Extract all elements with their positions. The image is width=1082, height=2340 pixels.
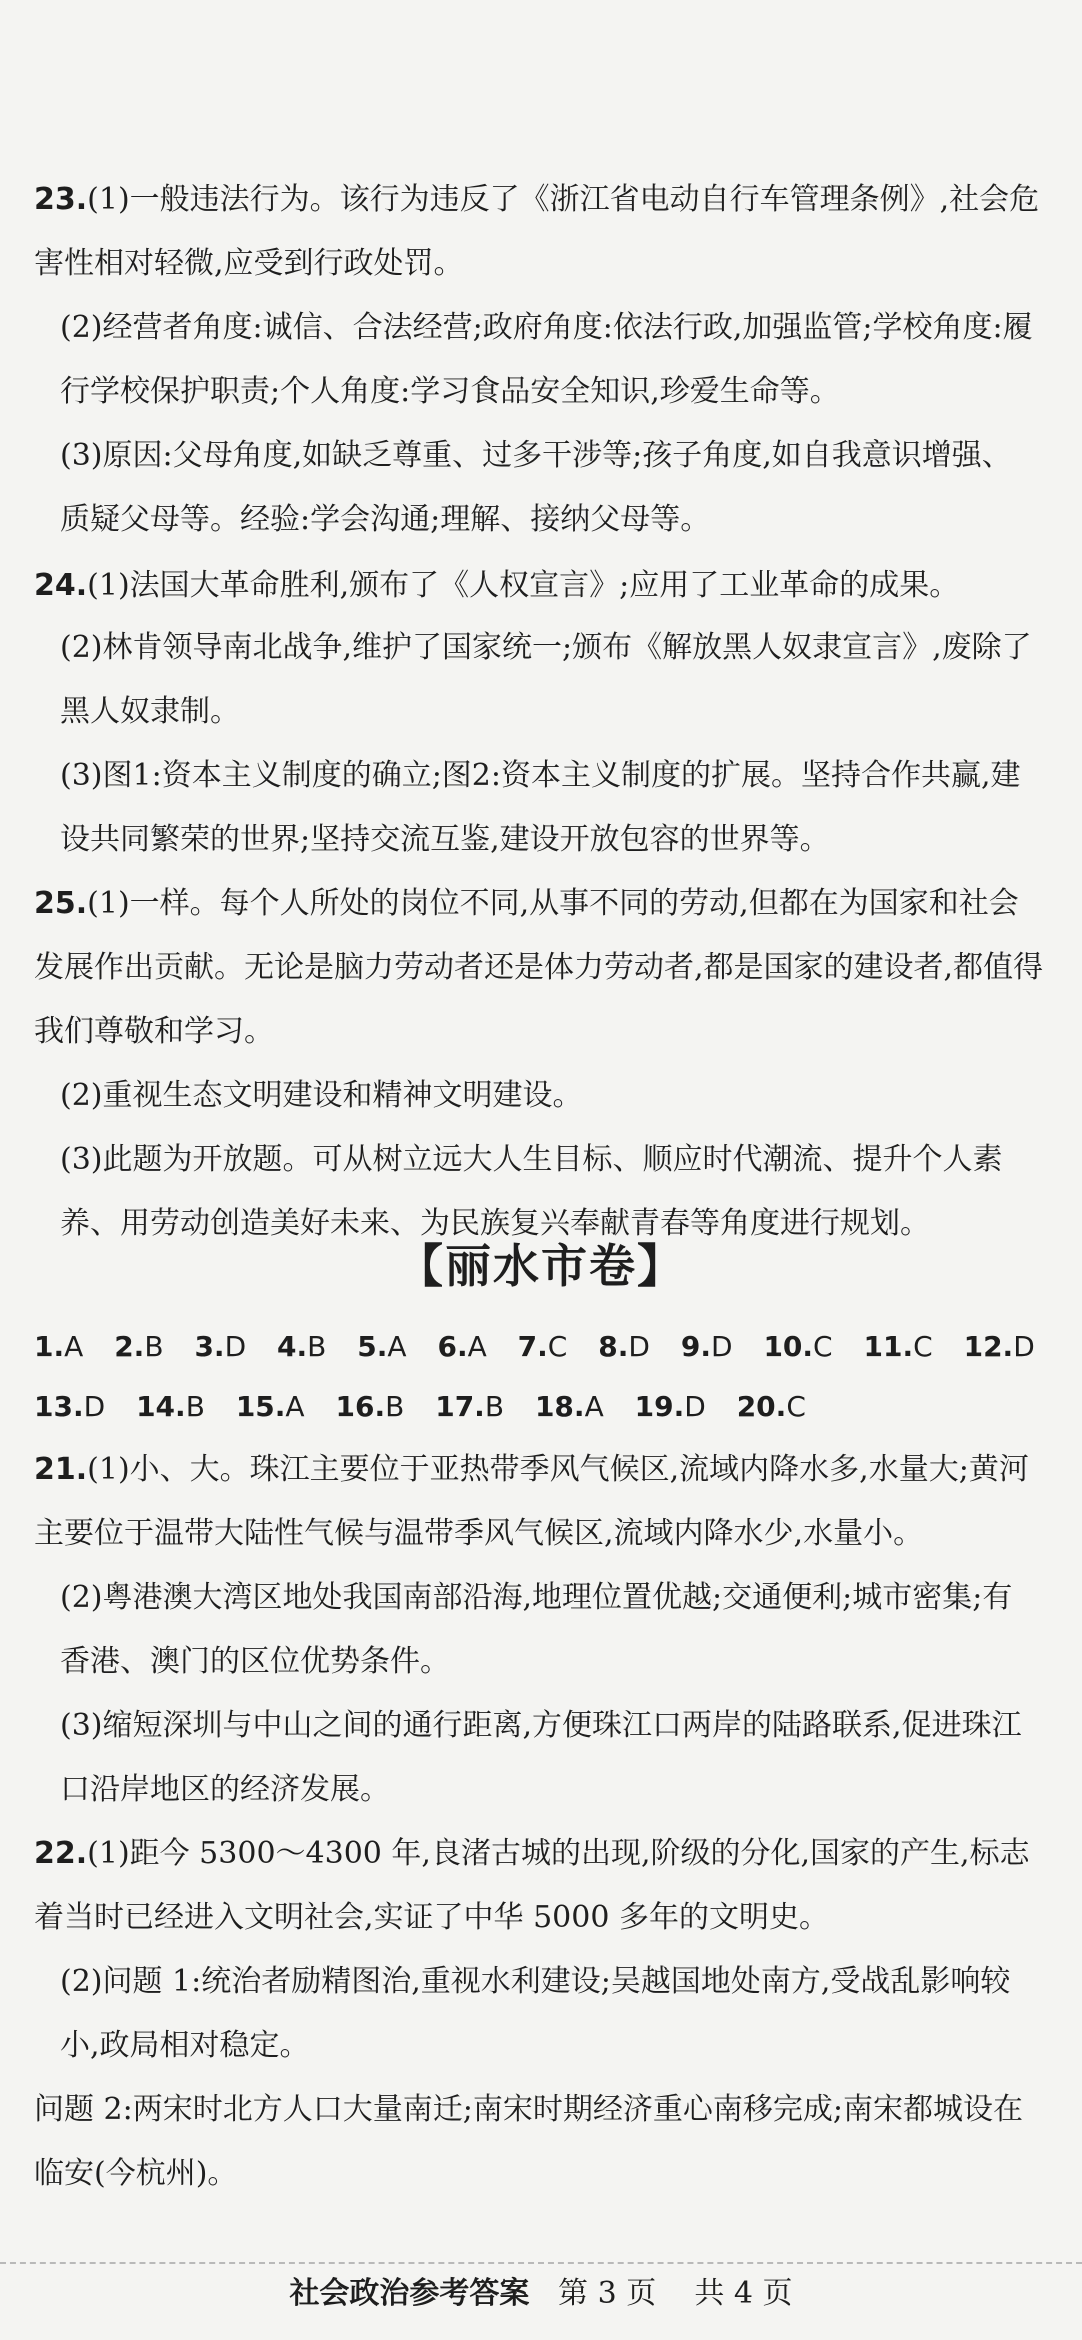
section-title: 【丽水市卷】	[397, 1239, 685, 1293]
q24-part2: (2)林肯领导南北战争,维护了国家统一;颁布《解放黑人奴隶宣言》,废除了黑人奴隶制。	[60, 630, 1032, 729]
mc-answer: 8.D	[598, 1330, 650, 1363]
q25-part2: (2)重视生态文明建设和精神文明建设。	[60, 1078, 583, 1113]
q25-number: 25.	[34, 886, 88, 921]
footer-total-pages: 共 4 页	[694, 2276, 793, 2311]
q22-number: 22.	[34, 1836, 88, 1871]
q21-part2: (2)粤港澳大湾区地处我国南部沿海,地理位置优越;交通便利;城市密集;有香港、澳门的区位优势条件。	[60, 1580, 1013, 1679]
mc-answer: 13.D	[34, 1390, 106, 1423]
mc-answer: 17.B	[435, 1390, 505, 1423]
mc-answer: 14.B	[136, 1390, 205, 1423]
q24-part1	[34, 554, 1044, 618]
mc-row-2	[34, 1390, 828, 1423]
mc-answer: 12.D	[963, 1330, 1035, 1363]
q24-number: 24.	[34, 568, 88, 603]
q21-part1	[34, 1438, 1044, 1566]
q23-part1	[34, 168, 1044, 296]
mc-answer: 4.B	[277, 1330, 327, 1363]
mc-answer: 9.D	[680, 1330, 733, 1363]
q23-part2: (2)经营者角度:诚信、合法经营;政府角度:依法行政,加强监管;学校角度:履行学校保护职责;个人角度:学习食品安全知识,珍爱生命等。	[60, 310, 1033, 409]
q25-part1-text: (1)一样。每个人所处的岗位不同,从事不同的劳动,但都在为国家和社会发展作出贡献。无论是脑力劳动者还是体力劳动者,都是国家的建设者,都值得我们尊敬和学习。	[34, 886, 1044, 1049]
mc-answer: 7.C	[517, 1330, 568, 1363]
footer-divider	[0, 2262, 1082, 2264]
q23-part1-text: (1)一般违法行为。该行为违反了《浙江省电动自行车管理条例》,社会危害性相对轻微,应受到行政处罚。	[34, 182, 1040, 281]
mc-answer: 20.C	[736, 1390, 806, 1423]
mc-answer: 16.B	[335, 1390, 405, 1423]
mc-answer: 18.A	[534, 1390, 604, 1423]
q21-part3: (3)缩短深圳与中山之间的通行距离,方便珠江口两岸的陆路联系,促进珠江口沿岸地区的经济发展。	[60, 1708, 1022, 1807]
page-footer	[0, 2268, 1082, 2312]
q22-part3: 问题 2:两宋时北方人口大量南迁;南宋时期经济重心南移完成;南宋都城设在临安(今杭州)。	[34, 2092, 1023, 2191]
mc-answer: 2.B	[114, 1330, 164, 1363]
mc-answer: 15.A	[235, 1390, 305, 1423]
q22-part2: (2)问题 1:统治者励精图治,重视水利建设;吴越国地处南方,受战乱影响较小,政局相对稳定。	[60, 1964, 1011, 2063]
q24-part1-text: (1)法国大革命胜利,颁布了《人权宣言》;应用了工业革命的成果。	[87, 568, 960, 603]
mc-row-1	[34, 1330, 1057, 1363]
q23-number: 23.	[34, 182, 88, 217]
q23-part3: (3)原因:父母角度,如缺乏尊重、过多干涉等;孩子角度,如自我意识增强、质疑父母等。经验:学会沟通;理解、接纳父母等。	[60, 438, 1012, 537]
q22-part1	[34, 1822, 1044, 1950]
mc-answer: 3.D	[194, 1330, 247, 1363]
mc-answer: 19.D	[634, 1390, 706, 1423]
q22-part1-text: (1)距今 5300～4300 年,良渚古城的出现,阶级的分化,国家的产生,标志着当时已经进入文明社会,实证了中华 5000 多年的文明史。	[34, 1836, 1030, 1935]
mc-answer: 11.C	[863, 1330, 933, 1363]
mc-answer: 6.A	[437, 1330, 487, 1363]
q24-part3: (3)图1:资本主义制度的确立;图2:资本主义制度的扩展。坚持合作共赢,建设共同繁荣的世界;坚持交流互鉴,建设开放包容的世界等。	[60, 758, 1021, 857]
mc-answer: 10.C	[763, 1330, 833, 1363]
q21-part1-text: (1)小、大。珠江主要位于亚热带季风气候区,流域内降水多,水量大;黄河主要位于温带大陆性气候与温带季风气候区,流域内降水少,水量小。	[34, 1452, 1029, 1551]
mc-answer: 5.A	[357, 1330, 407, 1363]
q21-number: 21.	[34, 1452, 88, 1487]
footer-title: 社会政治参考答案	[289, 2276, 530, 2311]
footer-page-number: 第 3 页	[558, 2276, 657, 2311]
mc-answer: 1.A	[34, 1330, 84, 1363]
q25-part1	[34, 872, 1044, 1064]
q25-part3: (3)此题为开放题。可从树立远大人生目标、顺应时代潮流、提升个人素养、用劳动创造美好未来、为民族复兴奉献青春等角度进行规划。	[60, 1142, 1003, 1241]
